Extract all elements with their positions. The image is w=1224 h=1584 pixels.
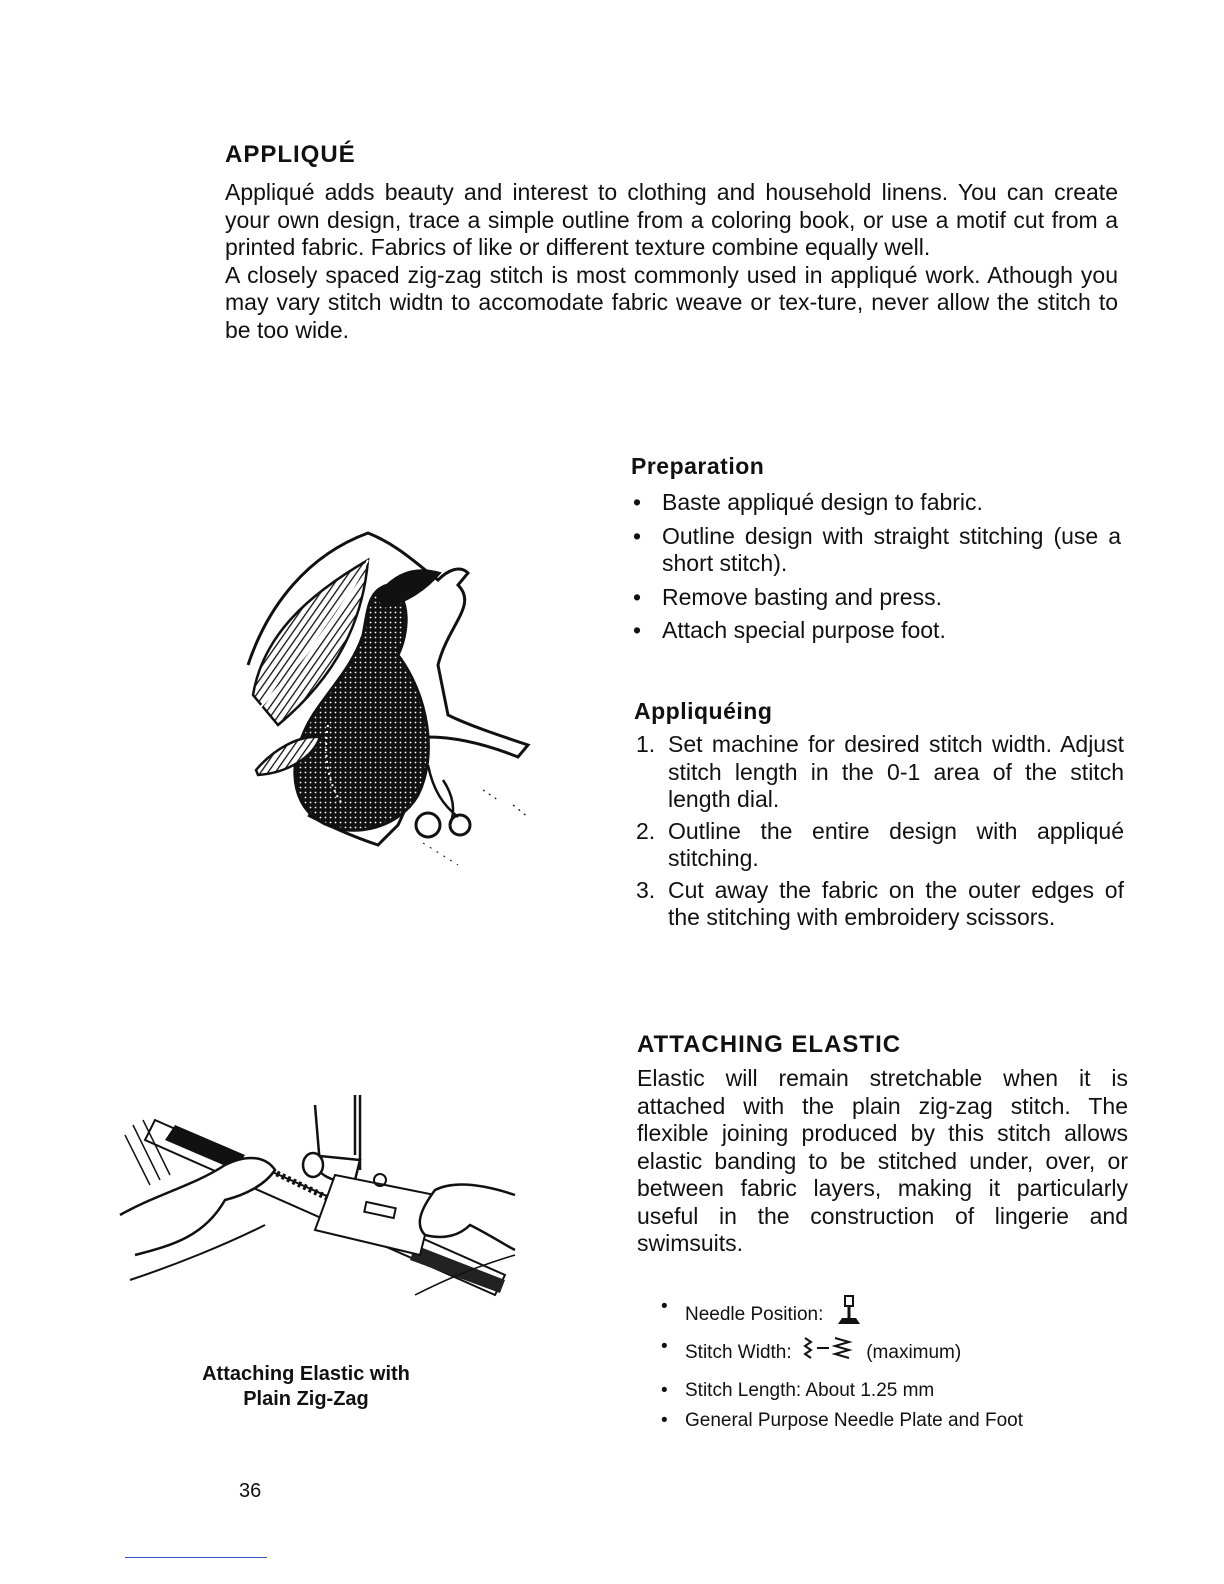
attaching-elastic-paragraph: Elastic will remain stretchable when it is attached with the plain zig-zag stitch. The flexible joining produced by this stitch allows elastic banding to be stitched under, over, or between fabric layers, making it particularly useful in the construction of lingerie and swimsuits. <box>637 1065 1128 1256</box>
applique-paragraph-2: A closely spaced zig-zag stitch is most commonly used in appliqué work. Athough you may vary stitch widtn to accomodate fabric weave or tex-ture, never allow the stitch to be too wide. <box>225 261 1118 343</box>
step-text: Outline the entire design with appliqué stitching. <box>668 817 1124 871</box>
needle-position-center-icon <box>835 1294 863 1326</box>
preparation-item <box>631 489 1121 517</box>
stitch-width-range-icon <box>801 1334 861 1366</box>
bullet: • <box>661 1296 668 1317</box>
setting-stitch-length <box>661 1378 1091 1408</box>
setting-stitch-width <box>661 1334 1091 1378</box>
appliqueing-step <box>636 818 1124 873</box>
applique-paragraph-1: Appliqué adds beauty and interest to clothing and household linens. You can create your own design, trace a simple outline from a coloring book, or use a motif cut from a printed fabric. Fabrics of like or different texture combine equally well. <box>225 179 1118 260</box>
preparation-item <box>631 523 1121 578</box>
preparation-item-text: Attach special purpose foot. <box>662 617 946 643</box>
setting-needle-plate <box>661 1408 1091 1438</box>
appliqueing-heading: Appliquéing <box>634 698 773 724</box>
preparation-item-text: Outline design with straight stitching (use a short stitch). <box>662 522 1121 576</box>
bullet: • <box>633 583 642 610</box>
setting-text: Stitch Length: About 1.25 mm <box>685 1380 935 1401</box>
footer-rule <box>125 1557 267 1558</box>
step-number: 2. <box>636 817 656 844</box>
caption-line-1: Attaching Elastic with <box>202 1363 410 1385</box>
figure-caption <box>170 1362 442 1412</box>
preparation-item <box>631 617 1121 645</box>
setting-label: Stitch Width: <box>685 1342 792 1363</box>
caption-line-2: Plain Zig-Zag <box>243 1388 369 1410</box>
bullet: • <box>633 617 642 643</box>
step-text: Cut away the fabric on the outer edges of the stitching with embroidery scissors. <box>668 876 1124 930</box>
section-title-applique: APPLIQUÉ <box>225 141 356 168</box>
preparation-list <box>631 489 1121 645</box>
pear-applique-illustration <box>228 525 558 880</box>
setting-text: General Purpose Needle Plate and Foot <box>685 1410 1023 1431</box>
bullet: • <box>633 489 642 515</box>
setting-suffix: (maximum) <box>866 1342 962 1363</box>
applique-intro <box>225 179 1118 344</box>
step-number: 1. <box>636 731 656 757</box>
page-number: 36 <box>239 1480 262 1502</box>
preparation-item-text: Remove basting and press. <box>662 583 942 610</box>
section-title-attaching-elastic: ATTACHING ELASTIC <box>637 1031 902 1058</box>
setting-label: Needle Position: <box>685 1304 824 1325</box>
bullet: • <box>633 522 642 549</box>
elastic-sewing-illustration <box>115 1095 520 1310</box>
setting-needle-position <box>661 1294 1091 1334</box>
appliqueing-step <box>636 731 1124 814</box>
appliqueing-steps <box>636 731 1124 932</box>
preparation-item <box>631 584 1121 612</box>
step-text: Set machine for desired stitch width. Adjust stitch length in the 0-1 area of the stitch length dial. <box>668 731 1124 812</box>
preparation-heading: Preparation <box>631 453 765 479</box>
bullet: • <box>661 1410 668 1431</box>
appliqueing-step <box>636 877 1124 932</box>
elastic-settings-list <box>661 1294 1091 1438</box>
bullet: • <box>661 1380 668 1401</box>
bullet: • <box>661 1336 668 1357</box>
step-number: 3. <box>636 876 656 903</box>
preparation-item-text: Baste appliqué design to fabric. <box>662 489 983 515</box>
